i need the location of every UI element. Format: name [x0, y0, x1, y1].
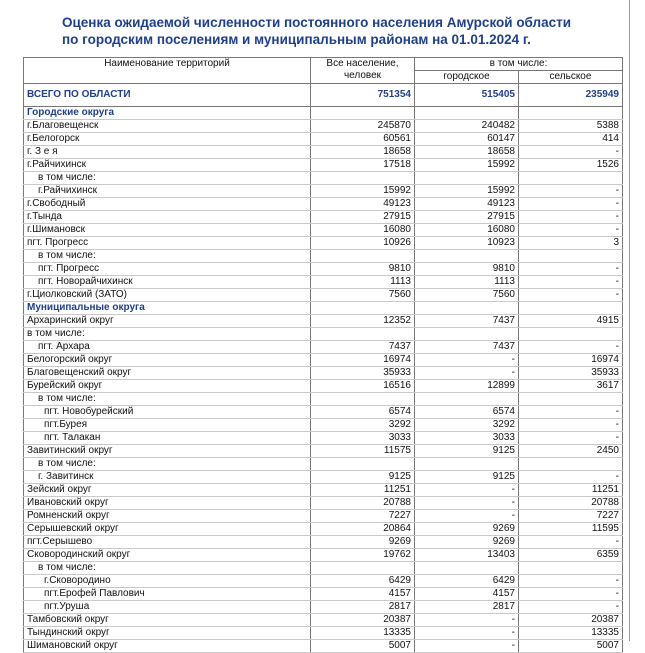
cell-name: пгт. Прогресс — [24, 263, 311, 276]
cell-rural: - — [519, 198, 623, 211]
cell-rural: - — [519, 341, 623, 354]
cell-name: пгт.Ерофей Павлович — [24, 588, 311, 601]
cell-name: Завитинский округ — [24, 445, 311, 458]
cell-rural: - — [519, 406, 623, 419]
population-table — [23, 57, 623, 653]
table-header — [24, 58, 623, 84]
page-edge-line — [629, 0, 630, 641]
header-name: Наименование территорий — [24, 58, 311, 84]
cell-total — [311, 172, 415, 185]
cell-name: г.Тында — [24, 211, 311, 224]
cell-total: 60561 — [311, 133, 415, 146]
table-row — [24, 120, 623, 133]
cell-rural: 11595 — [519, 523, 623, 536]
cell-urban — [415, 107, 519, 120]
cell-total: 16974 — [311, 354, 415, 367]
table-row — [24, 211, 623, 224]
cell-urban: 13403 — [415, 549, 519, 562]
table-row — [24, 588, 623, 601]
cell-name: пгт. Прогресс — [24, 237, 311, 250]
cell-name: г. З е я — [24, 146, 311, 159]
cell-total: 20788 — [311, 497, 415, 510]
cell-urban: 6574 — [415, 406, 519, 419]
cell-total — [311, 393, 415, 406]
table-row — [24, 523, 623, 536]
table-row — [24, 419, 623, 432]
cell-name: г.Белогорск — [24, 133, 311, 146]
cell-total: 9810 — [311, 263, 415, 276]
cell-rural: 4915 — [519, 315, 623, 328]
cell-rural — [519, 172, 623, 185]
cell-name: в том числе: — [24, 250, 311, 263]
cell-urban: 9125 — [415, 471, 519, 484]
table-row — [24, 497, 623, 510]
cell-name: пгт.Серышево — [24, 536, 311, 549]
cell-rural: - — [519, 185, 623, 198]
cell-urban — [415, 328, 519, 341]
cell-urban — [415, 172, 519, 185]
cell-total: 17518 — [311, 159, 415, 172]
cell-total: 7227 — [311, 510, 415, 523]
header-including: в том числе: — [415, 58, 623, 71]
cell-urban: - — [415, 484, 519, 497]
cell-name: Муниципальные округа — [24, 302, 311, 315]
table-row — [24, 289, 623, 302]
cell-rural: 3 — [519, 237, 623, 250]
cell-urban: 16080 — [415, 224, 519, 237]
cell-total: 20864 — [311, 523, 415, 536]
cell-rural: 235949 — [519, 84, 623, 107]
cell-name: Тындинский округ — [24, 627, 311, 640]
cell-urban — [415, 562, 519, 575]
table-row — [24, 276, 623, 289]
table-row — [24, 341, 623, 354]
header-total-line-2: человек — [343, 70, 382, 81]
table-row — [24, 263, 623, 276]
cell-urban: - — [415, 627, 519, 640]
cell-total: 4157 — [311, 588, 415, 601]
cell-rural: 3617 — [519, 380, 623, 393]
table-row — [24, 172, 623, 185]
cell-name: в том числе: — [24, 458, 311, 471]
cell-rural — [519, 562, 623, 575]
title-line-2: по городским поселениям и муниципальным районам на 01.01.2024 г. — [62, 32, 531, 47]
cell-total: 5007 — [311, 640, 415, 653]
cell-name: Бурейский округ — [24, 380, 311, 393]
header-rural: сельское — [519, 71, 623, 84]
cell-rural: 16974 — [519, 354, 623, 367]
cell-urban: 9810 — [415, 263, 519, 276]
table-row — [24, 354, 623, 367]
cell-name: Тамбовский округ — [24, 614, 311, 627]
cell-name: г.Райчихинск — [24, 185, 311, 198]
header-total — [311, 58, 415, 84]
cell-total: 10926 — [311, 237, 415, 250]
cell-urban: 9269 — [415, 523, 519, 536]
cell-name: Городские округа — [24, 107, 311, 120]
cell-total: 6574 — [311, 406, 415, 419]
cell-name: Серышевский округ — [24, 523, 311, 536]
cell-total: 9269 — [311, 536, 415, 549]
cell-urban — [415, 302, 519, 315]
cell-rural: 5388 — [519, 120, 623, 133]
cell-name: Ивановский округ — [24, 497, 311, 510]
total-row — [24, 84, 623, 107]
table-row — [24, 562, 623, 575]
cell-name: Ромненский округ — [24, 510, 311, 523]
cell-name: Шимановский округ — [24, 640, 311, 653]
cell-urban: 1113 — [415, 276, 519, 289]
cell-rural: 1526 — [519, 159, 623, 172]
cell-name: г.Шимановск — [24, 224, 311, 237]
cell-total: 11251 — [311, 484, 415, 497]
cell-total: 35933 — [311, 367, 415, 380]
cell-rural: 414 — [519, 133, 623, 146]
cell-urban: 6429 — [415, 575, 519, 588]
cell-rural: - — [519, 432, 623, 445]
header-urban: городское — [415, 71, 519, 84]
cell-urban: - — [415, 354, 519, 367]
cell-urban: - — [415, 614, 519, 627]
table-row — [24, 380, 623, 393]
cell-total: 27915 — [311, 211, 415, 224]
table-row — [24, 627, 623, 640]
cell-total: 6429 — [311, 575, 415, 588]
cell-urban: 10923 — [415, 237, 519, 250]
cell-name: пгт. Новобурейский — [24, 406, 311, 419]
cell-urban: - — [415, 640, 519, 653]
cell-total: 19762 — [311, 549, 415, 562]
cell-total: 7437 — [311, 341, 415, 354]
section-row — [24, 302, 623, 315]
cell-rural: 11251 — [519, 484, 623, 497]
table-row — [24, 185, 623, 198]
title-line-1: Оценка ожидаемой численности постоянного населения Амурской области — [62, 15, 572, 30]
cell-rural: 5007 — [519, 640, 623, 653]
cell-total: 11575 — [311, 445, 415, 458]
table-row — [24, 250, 623, 263]
table-row — [24, 406, 623, 419]
cell-total — [311, 107, 415, 120]
table-row — [24, 458, 623, 471]
table-row — [24, 536, 623, 549]
cell-rural: - — [519, 263, 623, 276]
section-row — [24, 107, 623, 120]
table-row — [24, 640, 623, 653]
document-title — [62, 14, 622, 48]
cell-name: г.Циолковский (ЗАТО) — [24, 289, 311, 302]
cell-name: пгт.Уруша — [24, 601, 311, 614]
cell-total: 15992 — [311, 185, 415, 198]
cell-total — [311, 302, 415, 315]
cell-rural — [519, 107, 623, 120]
cell-urban: 240482 — [415, 120, 519, 133]
cell-rural: - — [519, 276, 623, 289]
cell-urban: - — [415, 497, 519, 510]
cell-total — [311, 562, 415, 575]
table-body — [24, 84, 623, 653]
cell-rural — [519, 250, 623, 263]
cell-urban: 2817 — [415, 601, 519, 614]
cell-urban: 7437 — [415, 341, 519, 354]
cell-total: 20387 — [311, 614, 415, 627]
cell-name: г.Свободный — [24, 198, 311, 211]
cell-rural: 20788 — [519, 497, 623, 510]
cell-rural — [519, 328, 623, 341]
table-row — [24, 367, 623, 380]
table-row — [24, 614, 623, 627]
cell-total: 18658 — [311, 146, 415, 159]
cell-urban: 12899 — [415, 380, 519, 393]
header-total-line-1: Все население, — [326, 58, 399, 69]
cell-name: пгт. Новорайчихинск — [24, 276, 311, 289]
table-row — [24, 601, 623, 614]
cell-urban: 515405 — [415, 84, 519, 107]
table-row — [24, 237, 623, 250]
cell-rural: - — [519, 601, 623, 614]
table-row — [24, 224, 623, 237]
cell-total: 1113 — [311, 276, 415, 289]
cell-total — [311, 250, 415, 263]
table-row — [24, 445, 623, 458]
table-row — [24, 315, 623, 328]
table-row — [24, 133, 623, 146]
cell-rural — [519, 302, 623, 315]
cell-total: 245870 — [311, 120, 415, 133]
cell-rural: - — [519, 224, 623, 237]
cell-total — [311, 328, 415, 341]
cell-name: г.Благовещенск — [24, 120, 311, 133]
cell-name: в том числе: — [24, 328, 311, 341]
cell-rural — [519, 458, 623, 471]
cell-rural: - — [519, 419, 623, 432]
cell-urban: 7560 — [415, 289, 519, 302]
cell-urban — [415, 393, 519, 406]
cell-name: в том числе: — [24, 562, 311, 575]
cell-name: в том числе: — [24, 172, 311, 185]
table-row — [24, 432, 623, 445]
cell-urban: 9125 — [415, 445, 519, 458]
cell-name: Белогорский округ — [24, 354, 311, 367]
cell-total: 16080 — [311, 224, 415, 237]
cell-rural: 20387 — [519, 614, 623, 627]
table-row — [24, 484, 623, 497]
cell-total: 7560 — [311, 289, 415, 302]
cell-name: пгт. Архара — [24, 341, 311, 354]
cell-name: г.Сковородино — [24, 575, 311, 588]
table-row — [24, 471, 623, 484]
cell-urban: 60147 — [415, 133, 519, 146]
cell-urban: 4157 — [415, 588, 519, 601]
cell-name: пгт. Талакан — [24, 432, 311, 445]
cell-total: 3292 — [311, 419, 415, 432]
cell-urban: 3292 — [415, 419, 519, 432]
cell-urban: - — [415, 367, 519, 380]
cell-total: 12352 — [311, 315, 415, 328]
cell-rural: - — [519, 588, 623, 601]
cell-name: ВСЕГО ПО ОБЛАСТИ — [24, 84, 311, 107]
cell-urban: 3033 — [415, 432, 519, 445]
cell-name: Зейский округ — [24, 484, 311, 497]
cell-urban: 27915 — [415, 211, 519, 224]
cell-name: в том числе: — [24, 393, 311, 406]
cell-name: Благовещенский округ — [24, 367, 311, 380]
cell-rural: 13335 — [519, 627, 623, 640]
cell-total: 751354 — [311, 84, 415, 107]
cell-urban: - — [415, 510, 519, 523]
cell-total: 3033 — [311, 432, 415, 445]
cell-total: 2817 — [311, 601, 415, 614]
table-row — [24, 198, 623, 211]
cell-rural: 35933 — [519, 367, 623, 380]
cell-total — [311, 458, 415, 471]
table-row — [24, 328, 623, 341]
cell-rural — [519, 393, 623, 406]
cell-total: 9125 — [311, 471, 415, 484]
cell-total: 49123 — [311, 198, 415, 211]
cell-name: г.Райчихинск — [24, 159, 311, 172]
cell-total: 16516 — [311, 380, 415, 393]
cell-rural: - — [519, 289, 623, 302]
cell-name: Сковородинский округ — [24, 549, 311, 562]
cell-urban — [415, 458, 519, 471]
table-row — [24, 549, 623, 562]
cell-name: пгт.Бурея — [24, 419, 311, 432]
cell-rural: - — [519, 471, 623, 484]
table-row — [24, 146, 623, 159]
cell-urban — [415, 250, 519, 263]
cell-urban: 9269 — [415, 536, 519, 549]
table-row — [24, 393, 623, 406]
cell-rural: 7227 — [519, 510, 623, 523]
cell-urban: 49123 — [415, 198, 519, 211]
cell-rural: - — [519, 536, 623, 549]
cell-urban: 15992 — [415, 159, 519, 172]
cell-urban: 18658 — [415, 146, 519, 159]
cell-rural: - — [519, 575, 623, 588]
cell-name: Архаринский округ — [24, 315, 311, 328]
table-row — [24, 575, 623, 588]
cell-urban: 15992 — [415, 185, 519, 198]
cell-rural: 6359 — [519, 549, 623, 562]
cell-urban: 7437 — [415, 315, 519, 328]
table-row — [24, 510, 623, 523]
cell-rural: - — [519, 146, 623, 159]
table-row — [24, 159, 623, 172]
cell-name: г. Завитинск — [24, 471, 311, 484]
cell-rural: - — [519, 211, 623, 224]
cell-total: 13335 — [311, 627, 415, 640]
cell-rural: 2450 — [519, 445, 623, 458]
